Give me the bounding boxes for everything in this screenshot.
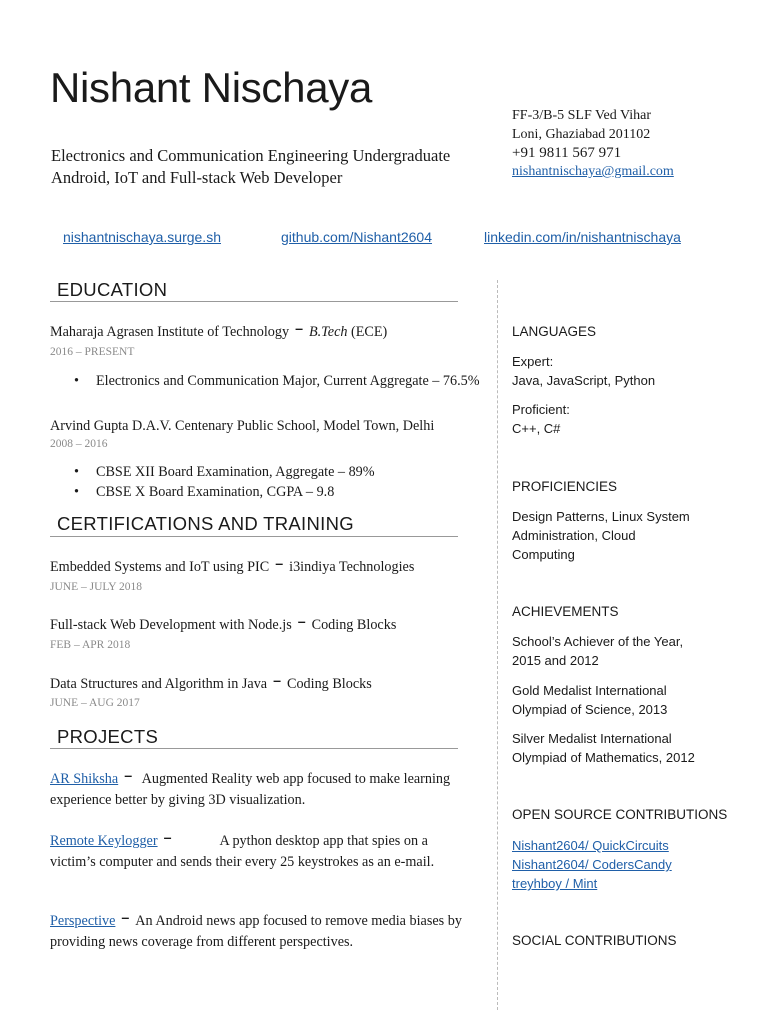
dash-separator: –: [297, 614, 306, 630]
proficiencies-heading: PROFICIENCIES: [512, 479, 618, 494]
certification-entry-2-dates: FEB – APR 2018: [50, 639, 131, 651]
project-description: An Android news app focused to remove media biases by providing news coverage from different perspectives.: [50, 913, 462, 950]
certifications-rule: [50, 536, 458, 537]
project-entry-3: [50, 911, 465, 953]
languages-block: [512, 352, 717, 438]
degree: B.Tech: [308, 324, 348, 340]
list-item: • CBSE X Board Examination, CGPA – 9.8: [50, 483, 480, 503]
open-source-list: [512, 836, 717, 893]
certification-org: Coding Blocks: [287, 676, 372, 692]
linkedin-link[interactable]: linkedin.com/in/nishantnischaya: [484, 229, 681, 245]
project-link-ar-shiksha[interactable]: AR Shiksha: [50, 771, 119, 787]
achievement-item: Gold Medalist International Olympiad of Science, 2013: [512, 683, 668, 717]
education-heading: EDUCATION: [57, 279, 168, 300]
repo-link-quickcircuits[interactable]: Nishant2604/ QuickCircuits: [512, 838, 669, 853]
achievements-heading: ACHIEVEMENTS: [512, 604, 619, 619]
repo-link-coderscandy[interactable]: Nishant2604/ CodersCandy: [512, 857, 672, 872]
education-entry-1-bullets: [50, 372, 480, 392]
proficient-languages: C++, C#: [512, 421, 561, 436]
certification-title: Data Structures and Algorithm in Java: [50, 676, 268, 692]
project-entry-2: [50, 831, 465, 873]
projects-rule: [50, 748, 458, 749]
achievement-item: School’s Achiever of the Year, 2015 and 2012: [512, 634, 684, 668]
address-line-2: Loni, Ghaziabad 201102: [512, 126, 651, 142]
project-link-perspective[interactable]: Perspective: [50, 913, 116, 929]
education-entry-2-dates: 2008 – 2016: [50, 438, 108, 450]
project-entry-1: [50, 769, 465, 811]
contact-block: [512, 107, 712, 163]
expert-label: Expert:: [512, 354, 554, 369]
proficiencies-text: Design Patterns, Linux System Administration, Cloud Computing: [512, 509, 690, 562]
resume-subtitle: Electronics and Communication Engineering Undergraduate Android, IoT and Full-stack Web Developer: [51, 146, 451, 187]
project-link-remote-keylogger[interactable]: Remote Keylogger: [50, 833, 158, 849]
dash-separator: –: [295, 321, 303, 337]
certification-entry-3: [50, 673, 372, 693]
dash-separator: –: [124, 768, 133, 784]
list-item: • Electronics and Communication Major, Current Aggregate – 76.5%: [50, 372, 480, 392]
dash-separator: –: [121, 910, 130, 926]
dash-separator: –: [163, 830, 172, 846]
address-line-1: FF-3/B-5 SLF Ved Vihar: [512, 108, 652, 123]
project-description: A python desktop app that spies on a victim’s computer and sends their every 25 keystrokes as an e-mail.: [50, 833, 435, 870]
dash-separator: –: [275, 556, 284, 572]
list-item: • CBSE XII Board Examination, Aggregate – 89%: [50, 463, 480, 483]
certification-entry-1-dates: JUNE – JULY 2018: [50, 581, 143, 593]
certification-org: Coding Blocks: [311, 617, 397, 633]
expert-languages: Java, JavaScript, Python: [512, 373, 656, 388]
certification-entry-3-dates: JUNE – AUG 2017: [50, 697, 140, 709]
project-description: Augmented Reality web app focused to make learning experience better by giving 3D visualization.: [50, 771, 451, 808]
achievement-item: Silver Medalist International Olympiad of Mathematics, 2012: [512, 731, 695, 765]
github-link[interactable]: github.com/Nishant2604: [281, 229, 432, 245]
open-source-heading: OPEN SOURCE CONTRIBUTIONS: [512, 807, 728, 822]
certification-entry-2: [50, 614, 397, 634]
resume-name: Nishant Nischaya: [50, 64, 373, 111]
education-entry-1-dates: 2016 – PRESENT: [50, 346, 135, 358]
certification-title: Embedded Systems and IoT using PIC: [50, 559, 270, 575]
column-divider: [497, 280, 498, 1010]
email-link[interactable]: nishantnischaya@gmail.com: [512, 164, 674, 179]
projects-heading: PROJECTS: [57, 726, 159, 747]
education-rule: [50, 301, 458, 302]
branch: (ECE): [351, 324, 388, 340]
certification-title: Full-stack Web Development with Node.js: [50, 617, 292, 633]
languages-heading: LANGUAGES: [512, 324, 597, 339]
certification-org: i3indiya Technologies: [289, 559, 415, 575]
education-entry-1-title: [50, 321, 388, 341]
website-link[interactable]: nishantnischaya.surge.sh: [63, 229, 221, 245]
repo-link-mint[interactable]: treyhboy / Mint: [512, 876, 598, 891]
proficient-label: Proficient:: [512, 402, 570, 417]
institution-name: Maharaja Agrasen Institute of Technology: [50, 324, 290, 340]
education-entry-2-title: Arvind Gupta D.A.V. Centenary Public School, Model Town, Delhi: [50, 418, 435, 434]
dash-separator: –: [273, 673, 281, 689]
certification-entry-1: [50, 556, 415, 576]
phone-number: +91 9811 567 971: [512, 145, 622, 161]
certifications-heading: CERTIFICATIONS AND TRAINING: [57, 513, 354, 534]
education-entry-2-bullets: [50, 463, 480, 502]
social-contributions-heading: SOCIAL CONTRIBUTIONS: [512, 933, 677, 948]
